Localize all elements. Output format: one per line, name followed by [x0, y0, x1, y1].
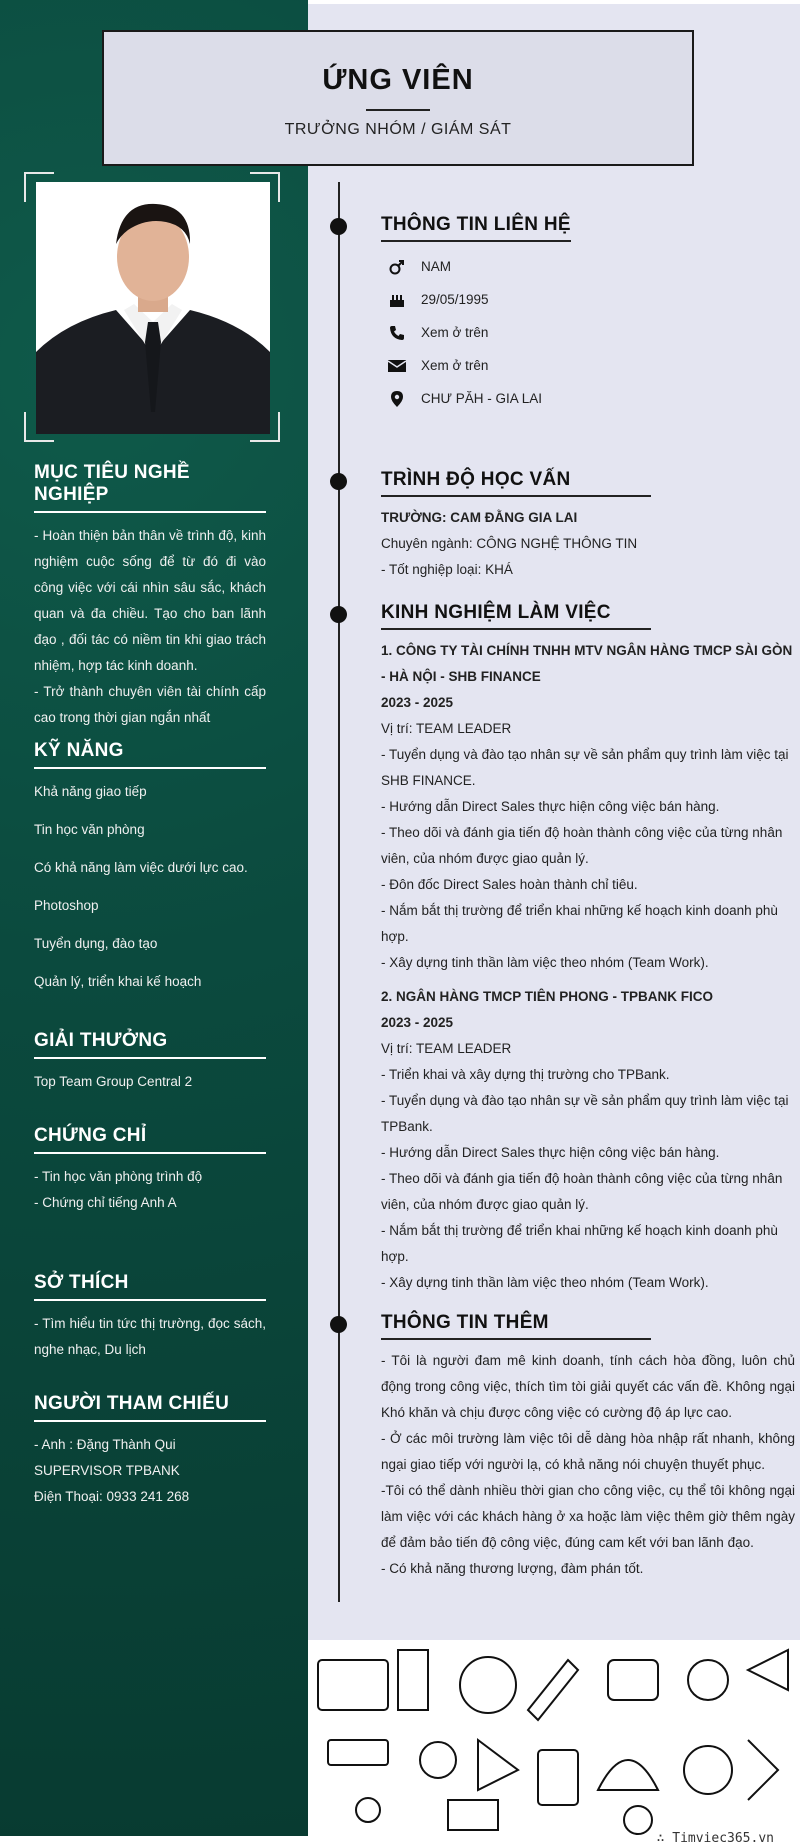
location-pin-icon	[387, 389, 407, 409]
job-duty: - Tuyển dụng và đào tạo nhân sự về sản phẩm quy trình làm việc tại TPBank.	[381, 1093, 789, 1134]
job-duty: - Nắm bắt thị trường để triển khai những kế hoạch kinh doanh phù hợp.	[381, 1223, 778, 1264]
career-goal-section	[34, 462, 266, 731]
birthday-cake-icon	[387, 290, 407, 310]
timeline-dot	[330, 473, 347, 490]
timeline-dot	[330, 218, 347, 235]
timeline-dot	[330, 1316, 347, 1333]
job-company: 2. NGÂN HÀNG TMCP TIÊN PHONG - TPBANK FICO	[381, 989, 714, 1004]
career-goal-text-2: - Trở thành chuyên viên tài chính cấp cao trong thời gian ngắn nhất	[34, 684, 266, 725]
job-duty: - Đôn đốc Direct Sales hoàn thành chỉ tiêu.	[381, 877, 638, 892]
skills-title: KỸ NĂNG	[34, 740, 266, 769]
envelope-icon	[387, 356, 407, 376]
photo-frame	[24, 172, 280, 442]
skill-item: Tuyển dụng, đào tạo	[34, 936, 158, 951]
job-duty: - Theo dõi và đánh gia tiến độ hoàn thành công việc của từng nhân viên, của nhóm được giao quản lý.	[381, 1171, 783, 1212]
references-section	[34, 1393, 266, 1510]
reference-item: - Anh : Đặng Thành Qui	[34, 1437, 176, 1452]
extra-info-item: - Ở các môi trường làm việc tôi dễ dàng hòa nhập rất nhanh, không ngại giao tiếp với người lạ, có khả năng nói chuyện thuyết phục.	[381, 1431, 795, 1472]
avatar	[36, 182, 270, 434]
skill-item: Tin học văn phòng	[34, 822, 145, 837]
job-duty: - Hướng dẫn Direct Sales thực hiện công việc bán hàng.	[381, 799, 720, 814]
certificates-title: CHỨNG CHỈ	[34, 1125, 266, 1154]
education-section	[381, 469, 795, 583]
skill-item: Quản lý, triển khai kế hoạch	[34, 974, 202, 989]
job-duty: - Hướng dẫn Direct Sales thực hiện công việc bán hàng.	[381, 1145, 720, 1160]
certificate-item: - Tin học văn phòng trình độ	[34, 1169, 203, 1184]
education-major: Chuyên ngành: CÔNG NGHỆ THÔNG TIN	[381, 536, 638, 551]
reference-item: SUPERVISOR TPBANK	[34, 1463, 180, 1478]
award-item: Top Team Group Central 2	[34, 1074, 193, 1089]
skill-item: Photoshop	[34, 898, 99, 913]
awards-section	[34, 1030, 266, 1095]
job-duty: - Xây dựng tinh thần làm việc theo nhóm (Team Work).	[381, 1275, 709, 1290]
job-duty: - Theo dõi và đánh gia tiến độ hoàn thành công việc của từng nhân viên, của nhóm được giao quản lý.	[381, 825, 783, 866]
career-goal-title: MỤC TIÊU NGHỀ NGHIỆP	[34, 462, 266, 513]
contact-phone: Xem ở trên	[381, 316, 795, 349]
job-company: 1. CÔNG TY TÀI CHÍNH TNHH MTV NGÂN HÀNG TMCP SÀI GÒN - HÀ NỘI - SHB FINANCE	[381, 643, 793, 684]
header-box	[102, 30, 694, 166]
job-position: Vị trí: TEAM LEADER	[381, 721, 512, 736]
contact-address: CHƯ PĂH - GIA LAI	[381, 382, 795, 415]
skill-item: Có khả năng làm việc dưới lực cao.	[34, 860, 248, 875]
hobbies-text: - Tìm hiểu tin tức thị trường, đọc sách, nghe nhạc, Du lịch	[34, 1316, 266, 1357]
reference-item: Điện Thoại: 0933 241 268	[34, 1489, 190, 1504]
extra-info-item: -Tôi có thể dành nhiều thời gian cho công việc, cụ thể tôi không ngại làm việc với các khách hàng ở xa hoặc làm việc thêm giờ thêm ngày để đảm bảo tiến độ công việc, đúng cam kết với ban lãnh đạo.	[381, 1483, 795, 1550]
contact-title: THÔNG TIN LIÊN HỆ	[381, 214, 571, 242]
extra-info-title: THÔNG TIN THÊM	[381, 1312, 651, 1340]
timeline-line	[338, 182, 340, 1602]
extra-info-item: - Tôi là người đam mê kinh doanh, tính cách hòa đồng, luôn chủ động trong công việc, thích tìm tòi giải quyết các vấn đề. Không ngại Khó khăn và chịu được công việc có cường độ áp lực cao.	[381, 1353, 795, 1420]
awards-title: GIẢI THƯỞNG	[34, 1030, 266, 1059]
career-goal-text-1: - Hoàn thiện bản thân về trình độ, kinh nghiệm cuộc sống để từ đó đi vào công việc với cái nhìn sâu sắc, khách quan và đa chiều. Tạo cho ban lãnh đạo , đối tác có niềm tin khi giao trách nhiệm, hợp tác kinh doanh.	[34, 528, 266, 673]
phone-icon	[387, 323, 407, 343]
job-duty: - Triển khai và xây dựng thị trường cho TPBank.	[381, 1067, 670, 1082]
job-duty: - Nắm bắt thị trường để triển khai những kế hoạch kinh doanh phù hợp.	[381, 903, 778, 944]
header-divider	[366, 109, 430, 111]
job-period: 2023 - 2025	[381, 1015, 454, 1030]
extra-info-section	[381, 1312, 795, 1582]
hobbies-section	[34, 1272, 266, 1363]
job-position: Vị trí: TEAM LEADER	[381, 1041, 512, 1056]
job-duty: - Tuyển dụng và đào tạo nhân sự về sản phẩm quy trình làm việc tại SHB FINANCE.	[381, 747, 789, 788]
skills-section	[34, 740, 266, 1007]
contact-birthday: 29/05/1995	[381, 283, 795, 316]
timeline-dot	[330, 606, 347, 623]
references-title: NGƯỜI THAM CHIẾU	[34, 1393, 266, 1422]
watermark: ∴ Timviec365.vn	[656, 1831, 774, 1846]
certificate-item: - Chứng chỉ tiếng Anh A	[34, 1195, 177, 1210]
hobbies-title: SỞ THÍCH	[34, 1272, 266, 1301]
education-title: TRÌNH ĐỘ HỌC VẤN	[381, 469, 651, 497]
certificates-section	[34, 1125, 266, 1216]
job-duty: - Xây dựng tinh thần làm việc theo nhóm (Team Work).	[381, 955, 709, 970]
doodle-decoration	[308, 1640, 800, 1836]
candidate-position: TRƯỞNG NHÓM / GIÁM SÁT	[284, 121, 512, 138]
candidate-title: ỨNG VIÊN	[322, 64, 474, 96]
skill-item: Khả năng giao tiếp	[34, 784, 147, 799]
education-school: TRƯỜNG: CAM ĐẰNG GIA LAI	[381, 510, 578, 525]
gender-icon	[387, 257, 407, 277]
job-period: 2023 - 2025	[381, 695, 454, 710]
experience-title: KINH NGHIỆM LÀM VIỆC	[381, 602, 651, 630]
contact-section	[381, 214, 795, 415]
experience-section	[381, 602, 795, 1296]
contact-gender: NAM	[381, 250, 795, 283]
extra-info-item: - Có khả năng thương lượng, đàm phán tốt.	[381, 1561, 644, 1576]
contact-email: Xem ở trên	[381, 349, 795, 382]
education-grade: - Tốt nghiệp loại: KHÁ	[381, 562, 513, 577]
